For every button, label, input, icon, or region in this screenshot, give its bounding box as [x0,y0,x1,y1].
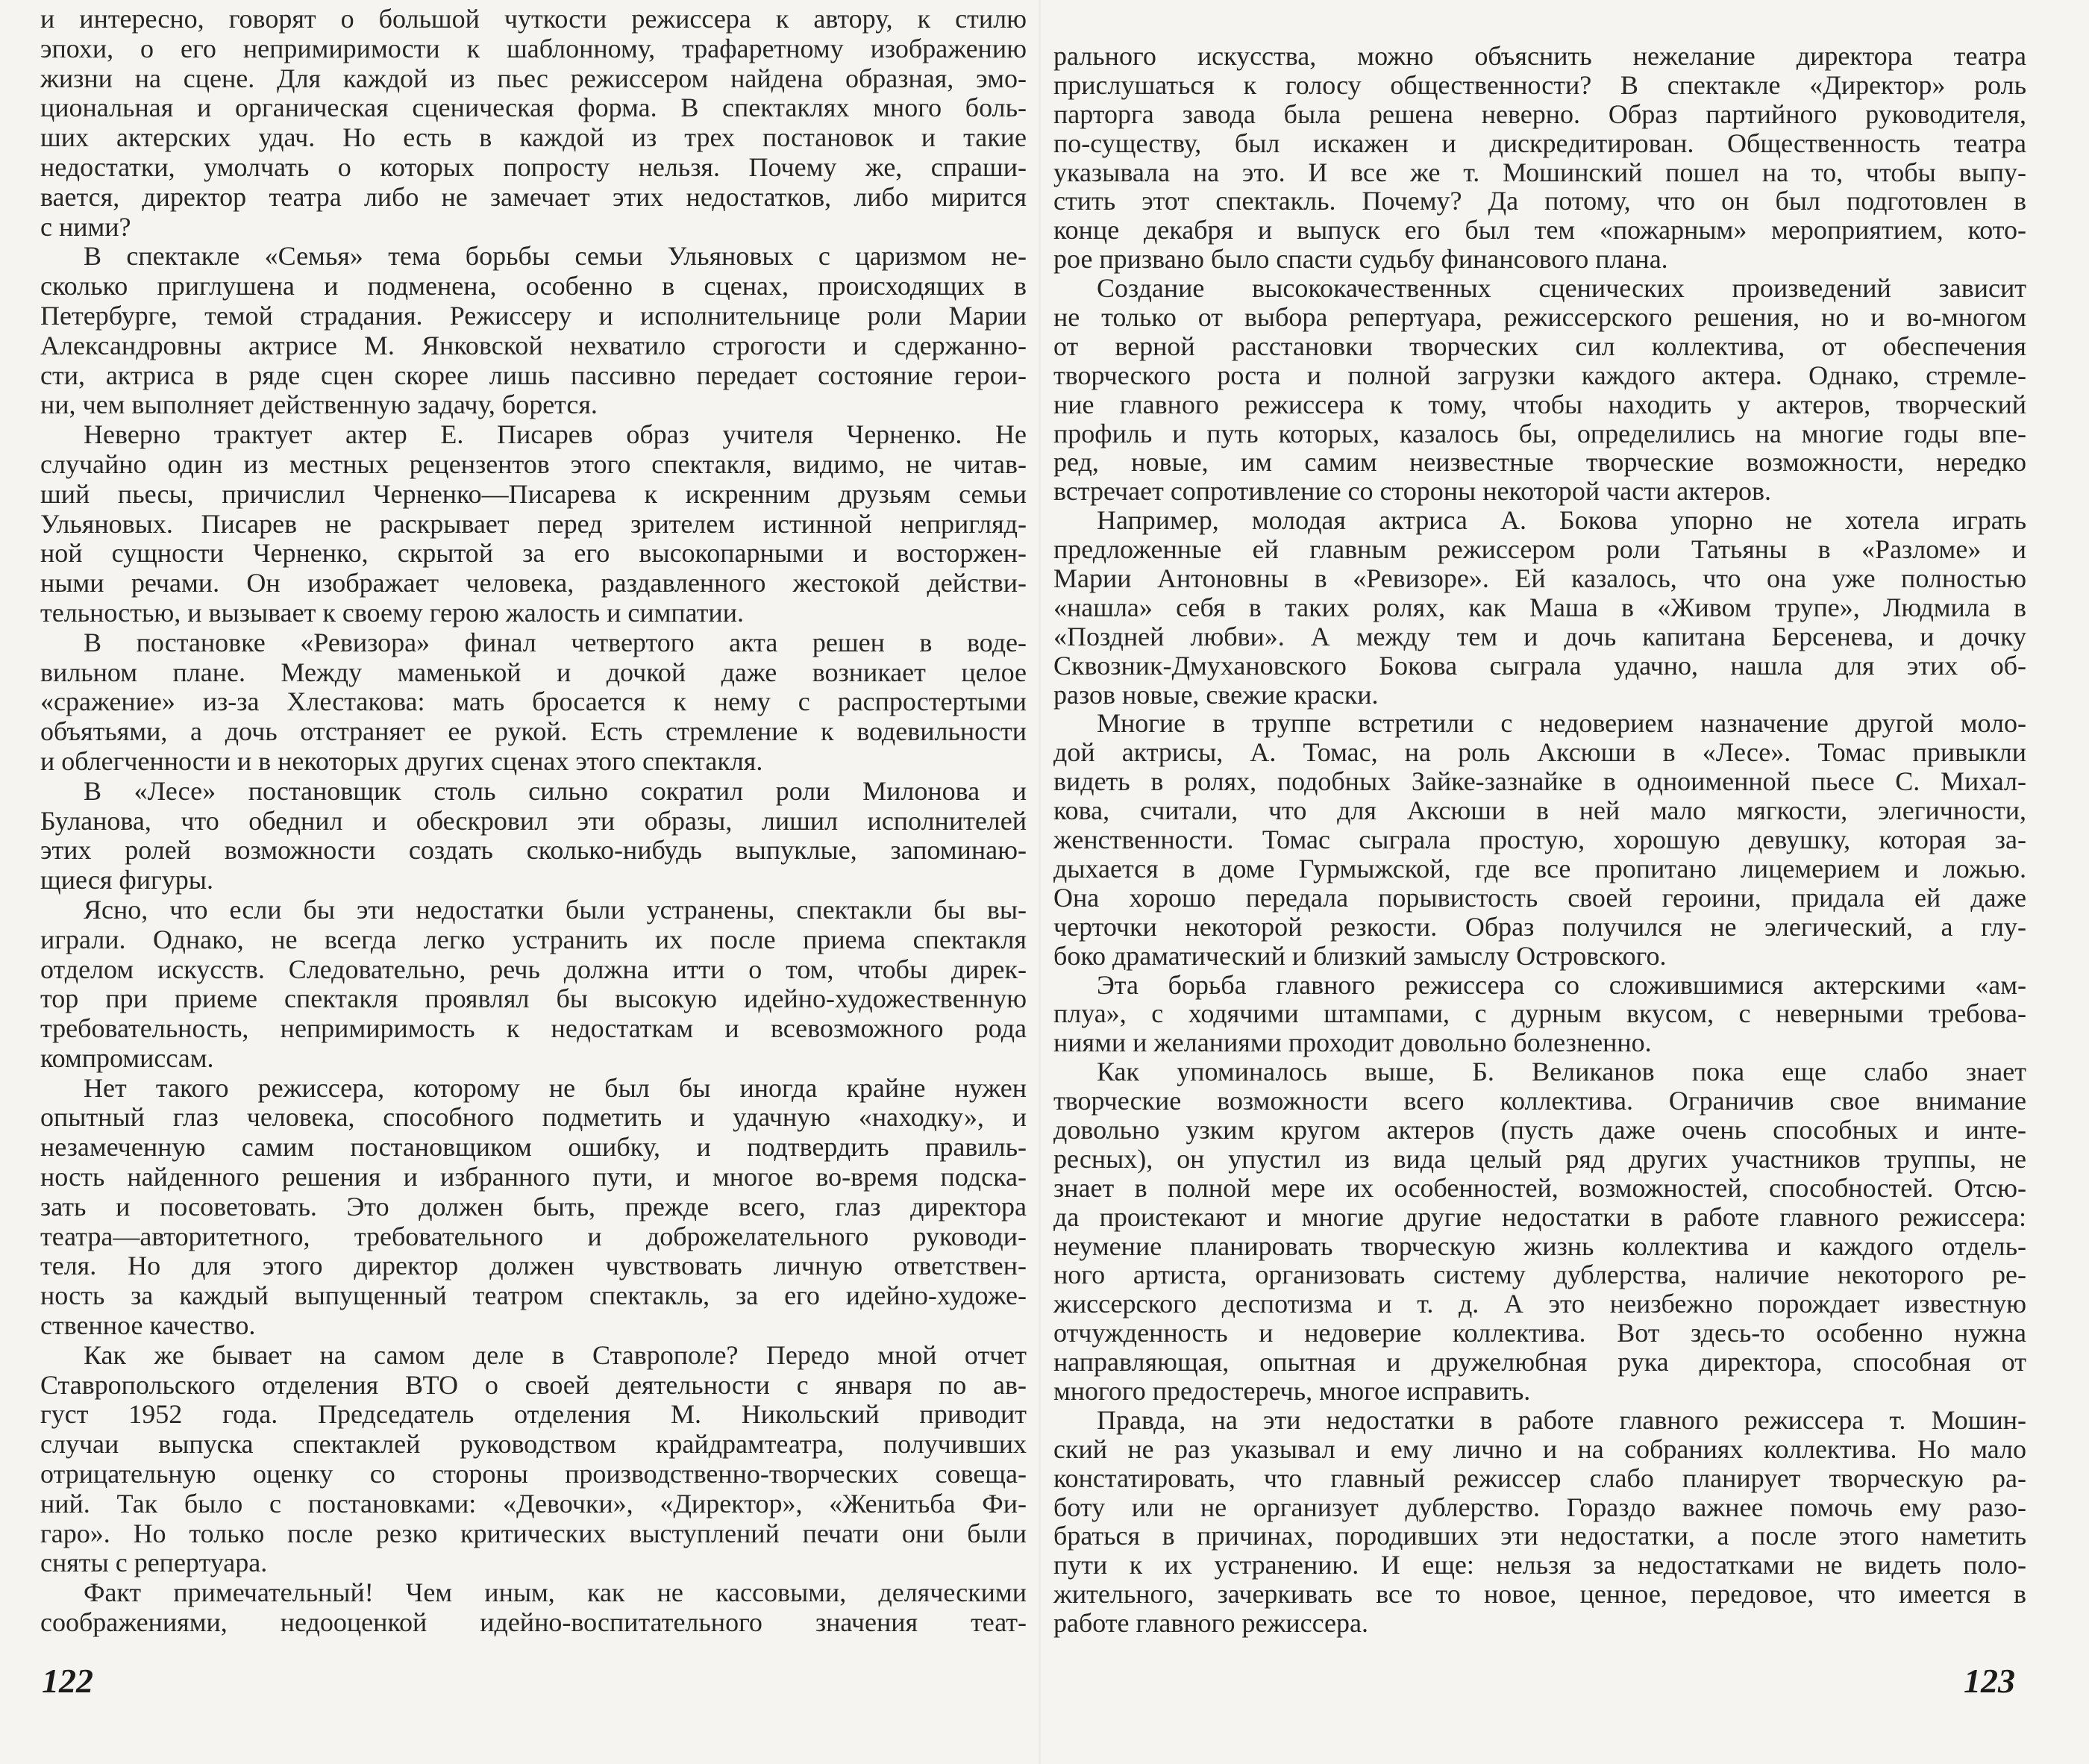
text-line: ной сущности Черненко, скрытой за его высокопарными и восторжен- [40,538,1027,569]
text-line: ред, новые, им самим неизвестные творческие возможности, нередко [1053,447,2026,478]
text-line: творческие возможности всего коллектива. Ограничив свое внимание [1053,1086,2026,1116]
text-line: тор при приеме спектакля проявлял бы высокую идейно-художественную [40,983,1027,1014]
text-line: случаи выпуска спектаклей руководством крайдрамтеатра, получивших [40,1429,1027,1460]
text-line: Создание высококачественных сценических произведений зависит [1097,273,2026,304]
text-line: сняты с репертуара. [40,1548,268,1578]
text-line: разов новые, свежие краски. [1053,679,1379,710]
text-line: Многие в труппе встретили с недоверием назначение другой моло- [1097,708,2026,739]
text-line: Правда, на эти недостатки в работе главного режиссера т. Мошин- [1097,1404,2026,1435]
text-line: по-существу, был искажен и дискредитирован. Общественность театра [1053,128,2026,158]
text-line: Факт примечательный! Чем иным, как не кассовыми, деляческими [84,1577,1027,1608]
text-line: ский не раз указывал и ему лично и на собраниях коллектива. Но мало [1053,1433,2026,1464]
text-line: отчужденность и недоверие коллектива. Вот здесь-то особенно нужна [1053,1318,2026,1348]
text-line: жизни на сцене. Для каждой из пьес режиссером найдена образная, эмо- [40,63,1027,93]
text-line: довольно узким кругом актеров (пусть даже очень способных и инте- [1053,1114,2026,1145]
text-line: конце декабря и выпуск его был тем «пожарным» мероприятием, кото- [1053,215,2026,245]
text-line: объятьями, а дочь отстраняет ее рукой. Есть стремление к водевильности [40,716,1027,747]
text-line: ность за каждый выпущенный театром спектакль, за его идейно-художе- [40,1280,1027,1311]
text-line: ниями и желаниями проходит довольно болезненно. [1053,1028,1652,1058]
text-line: Сквозник-Дмухановского Бокова сыграла удачно, нашла для этих об- [1053,650,2026,681]
text-line: циональная и органическая сценическая форма. В спектаклях много боль- [40,93,1027,123]
text-line: Неверно трактует актер Е. Писарев образ учителя Черненко. Не [84,419,1027,450]
text-line: стить этот спектакль. Почему? Да потому, что он был подготовлен в [1053,186,2026,216]
text-line: работе главного режиссера. [1053,1608,1369,1639]
text-line: женственности. Томас сыграла простую, хорошую девушку, которая за- [1053,825,2026,855]
text-line: многого предостеречь, многое исправить. [1053,1375,1531,1406]
text-line: В спектакле «Семья» тема борьбы семьи Ульяновых с царизмом не- [84,241,1027,272]
text-line: опытный глаз человека, способного подметить и удачную «находку», и [40,1102,1027,1133]
text-line: «нашла» себя в таких ролях, как Маша в «Живом трупе», Людмила в [1053,592,2026,622]
text-line: жиссерского деспотизма и т. д. А это неизбежно порождает известную [1053,1289,2026,1319]
text-line: ственное качество. [40,1310,256,1341]
text-line: ние главного режиссера к тому, чтобы находить у актеров, творческий [1053,389,2026,419]
text-line: Буланова, что обеднил и обескровил эти образы, лишил исполнителей [40,805,1027,836]
text-line: щиеся фигуры. [40,865,213,895]
page-number-left: 122 [42,1662,93,1700]
text-line: прислушаться к голосу общественности? В спектакле «Директор» роль [1053,69,2026,100]
text-line: играли. Однако, не всегда легко устранить их после приема спектакля [40,924,1027,954]
text-line: браться в причинах, породивших эти недостатки, а после этого наметить [1053,1521,2026,1551]
text-line: ность найденного решения и избранного пути, и многое во-время подска- [40,1162,1027,1192]
text-line: незамеченную самим постановщиком ошибку, и подтвердить правиль- [40,1132,1027,1163]
text-line: от верной расстановки творческих сил коллектива, от обеспечения [1053,331,2026,361]
text-line: да проистекают и многие другие недостатки в работе главного режиссера: [1053,1201,2026,1232]
text-line: Александровны актрисе М. Янковской нехватило строгости и сдержанно- [40,330,1027,360]
text-line: кова, считали, что для Аксюши в ней мало мягкости, элегичности, [1053,795,2026,826]
text-line: ресных), он упустил из вида целый ряд других участников труппы, не [1053,1143,2026,1174]
text-line: Нет такого режиссера, которому не был бы иногда крайне нужен [84,1072,1027,1103]
text-line: теля. Но для этого директор должен чувствовать личную ответствен- [40,1251,1027,1281]
text-line: неумение планировать творческую жизнь коллектива и каждого отдель- [1053,1230,2026,1261]
text-line: соображениями, недооценкой идейно-воспитательного значения теат- [40,1607,1027,1638]
text-line: эпохи, о его непримиримости к шаблонному, трафаретному изображению [40,33,1027,63]
text-line: отделом искусств. Следовательно, речь должна итти о том, чтобы дирек- [40,954,1027,984]
text-line: отрицательную оценку со стороны производственно-творческих совеща- [40,1459,1027,1489]
page-123-text-column [1053,42,2026,1638]
text-line: Она хорошо передала порывистость своей героини, придала ей даже [1053,882,2026,913]
text-line: черточки некоторой резкости. Образ получился не элегический, а глу- [1053,911,2026,942]
book-gutter [1039,0,1041,1764]
text-line: предложенные ей главным режиссером роли Татьяны в «Разломе» и [1053,534,2026,565]
text-line: Эта борьба главного режиссера со сложившимися актерскими «ам- [1097,969,2026,1000]
text-line: пути к их устранению. И еще: нельзя за недостатками не видеть поло- [1053,1550,2026,1580]
text-line: и облегченности и в некоторых других сценах этого спектакля. [40,745,763,776]
text-line: рое призвано было спасти судьбу финансового плана. [1053,244,1668,275]
text-line: сколько приглушена и подменена, особенно в сценах, происходящих в [40,271,1027,301]
text-line: тельностью, и вызывает к своему герою жалость и симпатии. [40,597,744,628]
text-line: ного артиста, организовать систему дублерства, наличие некоторого ре- [1053,1260,2026,1290]
text-line: Ульяновых. Писарев не раскрывает перед зрителем истинной непригляд- [40,508,1027,539]
text-line: не только от выбора репертуара, режиссерского решения, но и во-многом [1053,302,2026,333]
text-line: вается, директор театра либо не замечает этих недостатков, либо мирится [40,181,1027,212]
text-line: театра—авторитетного, требовательного и доброжелательного руководи- [40,1221,1027,1251]
text-line: ными речами. Он изображает человека, раздавленного жестокой действи- [40,568,1027,598]
text-line: ших актерских удач. Но есть в каждой из трех постановок и такие [40,122,1027,153]
text-line: направляющая, опытная и дружелюбная рука директора, способная от [1053,1347,2026,1377]
text-line: Как же бывает на самом деле в Ставрополе? Передо мной отчет [84,1339,1027,1370]
text-line: дыхается в доме Гурмыжской, где все пропитано лицемерием и ложью. [1053,853,2026,883]
text-line: видеть в ролях, подобных Зайке-зазнайке в одноименной пьесе С. Михал- [1053,766,2026,797]
text-line: плуа», с ходячими штампами, с дурным вкусом, с неверными требова- [1053,998,2026,1029]
text-line: В постановке «Ревизора» финал четвертого акта решен в воде- [84,627,1027,657]
text-line: указывала на это. И все же т. Мошинский пошел на то, чтобы выпу- [1053,157,2026,187]
text-line: рального искусства, можно объяснить нежелание директора театра [1053,41,2026,71]
page-number-right: 123 [1964,1662,2015,1700]
text-line: парторга завода была решена неверно. Образ партийного руководителя, [1053,98,2026,129]
text-line: «сражение» из-за Хлестакова: мать бросается к нему с распростертыми [40,686,1027,717]
text-line: дой актрисы, А. Томас, на роль Аксюши в «Лесе». Томас привыкли [1053,737,2026,768]
text-line: жительного, зачеркивать все то новое, ценное, передовое, что имеется в [1053,1579,2026,1610]
text-line: сти, актриса в ряде сцен скорее лишь пассивно передает состояние герои- [40,360,1027,390]
text-line: Марии Антоновны в «Ревизоре». Ей казалось, что она уже полностью [1053,563,2026,594]
text-line: Ставропольского отделения ВТО о своей деятельности с января по ав- [40,1369,1027,1400]
text-line: и интересно, говорят о большой чуткости режиссера к автору, к стилю [40,4,1027,34]
text-line: недостатки, умолчать о которых попросту нельзя. Почему же, спраши- [40,151,1027,182]
text-line: требовательность, непримиримость к недостаткам и всевозможного рода [40,1013,1027,1044]
text-line: творческого роста и полной загрузки каждого актера. Однако, стремле- [1053,360,2026,390]
text-line: В «Лесе» постановщик столь сильно сократил роли Милонова и [84,775,1027,806]
text-line: ний. Так было с постановками: «Девочки», «Директор», «Женитьба Фи- [40,1488,1027,1519]
text-line: ни, чем выполняет действенную задачу, борется. [40,390,598,420]
text-line: Петербурге, темой страдания. Режиссеру и исполнительнице роли Марии [40,300,1027,331]
text-line: встречает сопротивление со стороны некоторой части актеров. [1053,476,1771,507]
text-line: вильном плане. Между маменькой и дочкой даже возникает целое [40,657,1027,687]
text-line: густ 1952 года. Председатель отделения М. Никольский приводит [40,1399,1027,1430]
text-line: случайно один из местных рецензентов этого спектакля, видимо, не читав- [40,448,1027,479]
text-line: боко драматический и близкий замыслу Островского. [1053,940,1667,971]
text-line: с ними? [40,211,131,242]
text-line: констатировать, что главный режиссер слабо планирует творческую ра- [1053,1463,2026,1493]
page-122-text-column [40,4,1027,1638]
text-line: зать и посоветовать. Это должен быть, прежде всего, глаз директора [40,1191,1027,1222]
text-line: профиль и путь которых, казалось бы, определились на многие годы впе- [1053,418,2026,448]
text-line: боту или не организует дублерство. Гораздо важнее помочь ему разо- [1053,1492,2026,1522]
text-line: Например, молодая актриса А. Бокова упорно не хотела играть [1097,505,2026,536]
text-line: ший пьесы, причислил Черненко—Писарева к искренним друзьям семьи [40,478,1027,509]
text-line: «Поздней любви». А между тем и дочь капитана Берсенева, и дочку [1053,621,2026,651]
text-line: Ясно, что если бы эти недостатки были устранены, спектакли бы вы- [84,894,1027,925]
text-line: гаро». Но только после резко критических выступлений печати они были [40,1518,1027,1548]
text-line: компромиссам. [40,1042,214,1073]
text-line: Как упоминалось выше, Б. Великанов пока еще слабо знает [1097,1057,2026,1087]
text-line: этих ролей возможности создать сколько-нибудь выпуклые, запоминаю- [40,835,1027,866]
text-line: знает в полной мере их особенностей, возможностей, способностей. Отсю- [1053,1172,2026,1203]
